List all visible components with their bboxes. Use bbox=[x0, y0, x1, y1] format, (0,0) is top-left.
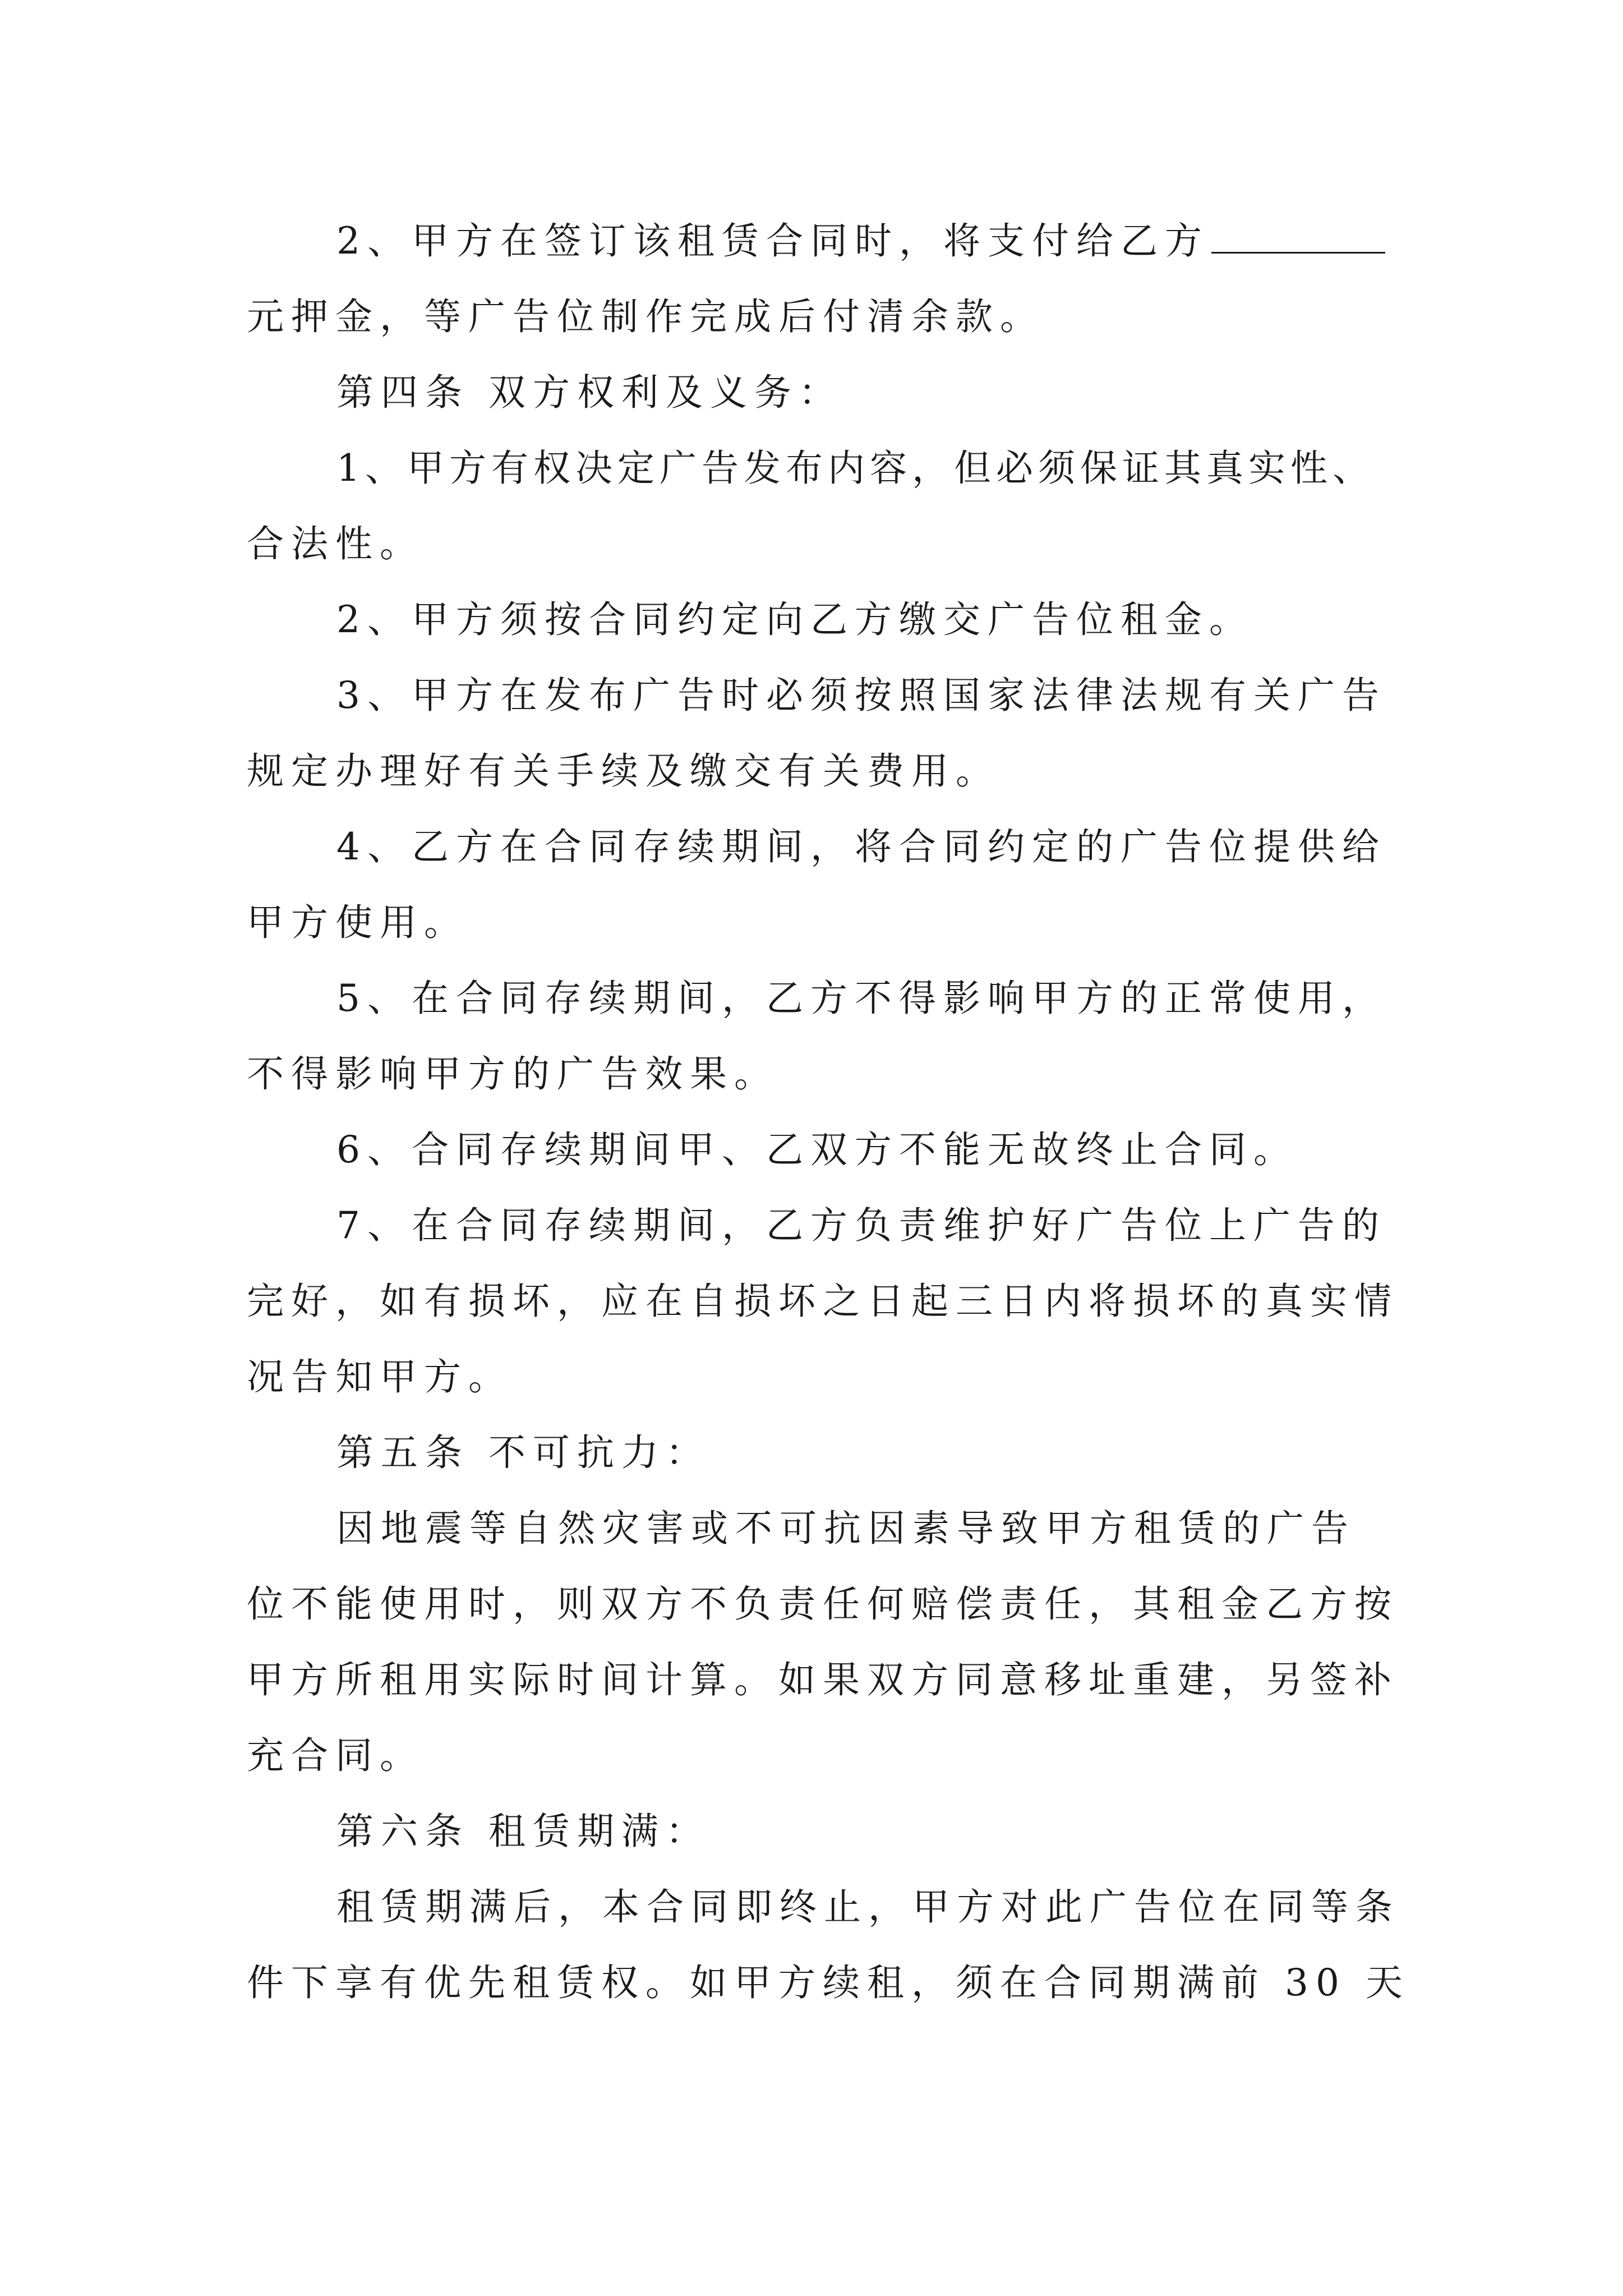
clause3-item2-prefix: 2、甲方在签订该租赁合同时，将支付给乙方 bbox=[336, 219, 1209, 263]
article6-text-line1: 租赁期满后，本合同即终止，甲方对此广告位在同等条 bbox=[336, 1885, 1400, 1929]
article4-item1-line2: 合法性。 bbox=[247, 522, 424, 565]
article4-item2: 2、甲方须按合同约定向乙方缴交广告位租金。 bbox=[336, 598, 1253, 641]
article4-item3-line2: 规定办理好有关手续及缴交有关费用。 bbox=[247, 749, 1000, 793]
clause3-item2-line1 bbox=[336, 216, 1385, 266]
article4-item7-line1: 7、在合同存续期间，乙方负责维护好广告位上广告的 bbox=[336, 1204, 1386, 1247]
article4-item5-line2: 不得影响甲方的广告效果。 bbox=[247, 1052, 778, 1096]
article4-item7-line2: 完好，如有损坏，应在自损坏之日起三日内将损坏的真实情 bbox=[247, 1280, 1399, 1323]
article6-title: 第六条 租赁期满： bbox=[336, 1810, 710, 1853]
article4-item7-line3: 况告知甲方。 bbox=[247, 1355, 513, 1398]
article5-text-line4: 充合同。 bbox=[247, 1734, 424, 1777]
article5-text-line2: 位不能使用时，则双方不负责任何赔偿责任，其租金乙方按 bbox=[247, 1582, 1399, 1626]
article4-item1-line1: 1、甲方有权决定广告发布内容，但必须保证其真实性、 bbox=[336, 447, 1375, 490]
article4-item4-line1: 4、乙方在合同存续期间，将合同约定的广告位提供给 bbox=[336, 825, 1386, 868]
article4-title: 第四条 双方权利及义务： bbox=[336, 371, 843, 414]
article6-text-line2: 件下享有优先租赁权。如甲方续租，须在合同期满前 30 天 bbox=[247, 1961, 1410, 2004]
article4-item6: 6、合同存续期间甲、乙双方不能无故终止合同。 bbox=[336, 1128, 1298, 1171]
clause3-item2-line2: 元押金，等广告位制作完成后付清余款。 bbox=[247, 295, 1044, 338]
amount-blank bbox=[1211, 250, 1385, 254]
article5-title: 第五条 不可抗力： bbox=[336, 1431, 710, 1474]
article4-item4-line2: 甲方使用。 bbox=[247, 901, 468, 944]
article5-text-line3: 甲方所租用实际时间计算。如果双方同意移址重建，另签补 bbox=[247, 1658, 1399, 1701]
article4-item3-line1: 3、甲方在发布广告时必须按照国家法律法规有关广告 bbox=[336, 674, 1386, 717]
article4-item5-line1: 5、在合同存续期间，乙方不得影响甲方的正常使用， bbox=[336, 977, 1386, 1020]
article5-text-line1: 因地震等自然灾害或不可抗因素导致甲方租赁的广告 bbox=[336, 1507, 1355, 1550]
